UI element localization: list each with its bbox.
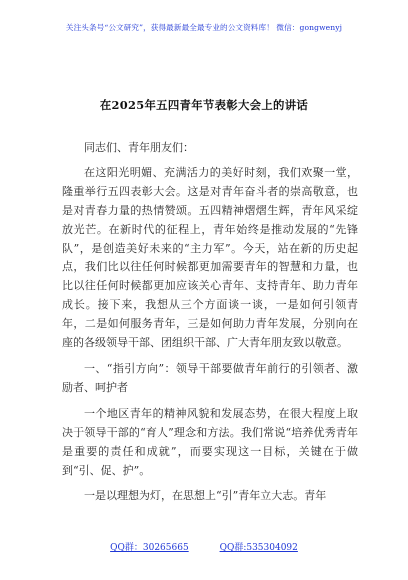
document-body — [62, 139, 358, 506]
paragraph-1: 在这阳光明媚、充满活力的美好时刻，我们欢聚一堂，隆重举行五四表彰大会。这是对青年奋斗者的崇高敬意，也是对青春力量的热情赞颂。五四精神熠熠生辉，青年风采绽放光芒。在新时代的征程上，青年始终是推动发展的“先锋队”，是创造美好未来的“主力军”。今天，站在新的历史起点，我们比以往任何时候都更加需要青年的智慧和力量，也比以往任何时候都更加应该关心青年、支持青年、助力青年成长。接下来，我想从三个方面谈一谈，一是如何引领青年，二是如何服务青年，三是如何助力青年发展，分别向在座的各级领导干部、团组织干部、广大青年朋友致以敬意。 — [62, 165, 358, 350]
footer-qq-group-2[interactable]: QQ群:535304092 — [219, 543, 298, 553]
footer-qq-group-1[interactable]: QQ群：30265665 — [110, 543, 189, 553]
footer-contacts — [0, 540, 408, 553]
section-heading-1: 一、“指引方向”：领导干部要做青年前行的引领者、激励者、呵护者 — [62, 361, 358, 394]
header-banner: 关注头条号“公文研究”，获得最新最全最专业的公文资料库！ 微信：gongwenyj — [65, 23, 343, 32]
paragraph-3: 一是以理想为灯，在思想上“引”青年立大志。青年 — [84, 489, 327, 503]
paragraph-2: 一个地区青年的精神风貌和发展态势，在很大程度上取决于领导干部的“育人”理念和方法。我们常说“培养优秀青年是重要的责任和成就”，而要实现这一目标，关键在于做到“引、促、护”。 — [62, 406, 358, 477]
salutation: 同志们、青年朋友们： — [84, 141, 194, 154]
document-title: 在2025年五四青年节表彰大会上的讲话 — [99, 98, 309, 112]
